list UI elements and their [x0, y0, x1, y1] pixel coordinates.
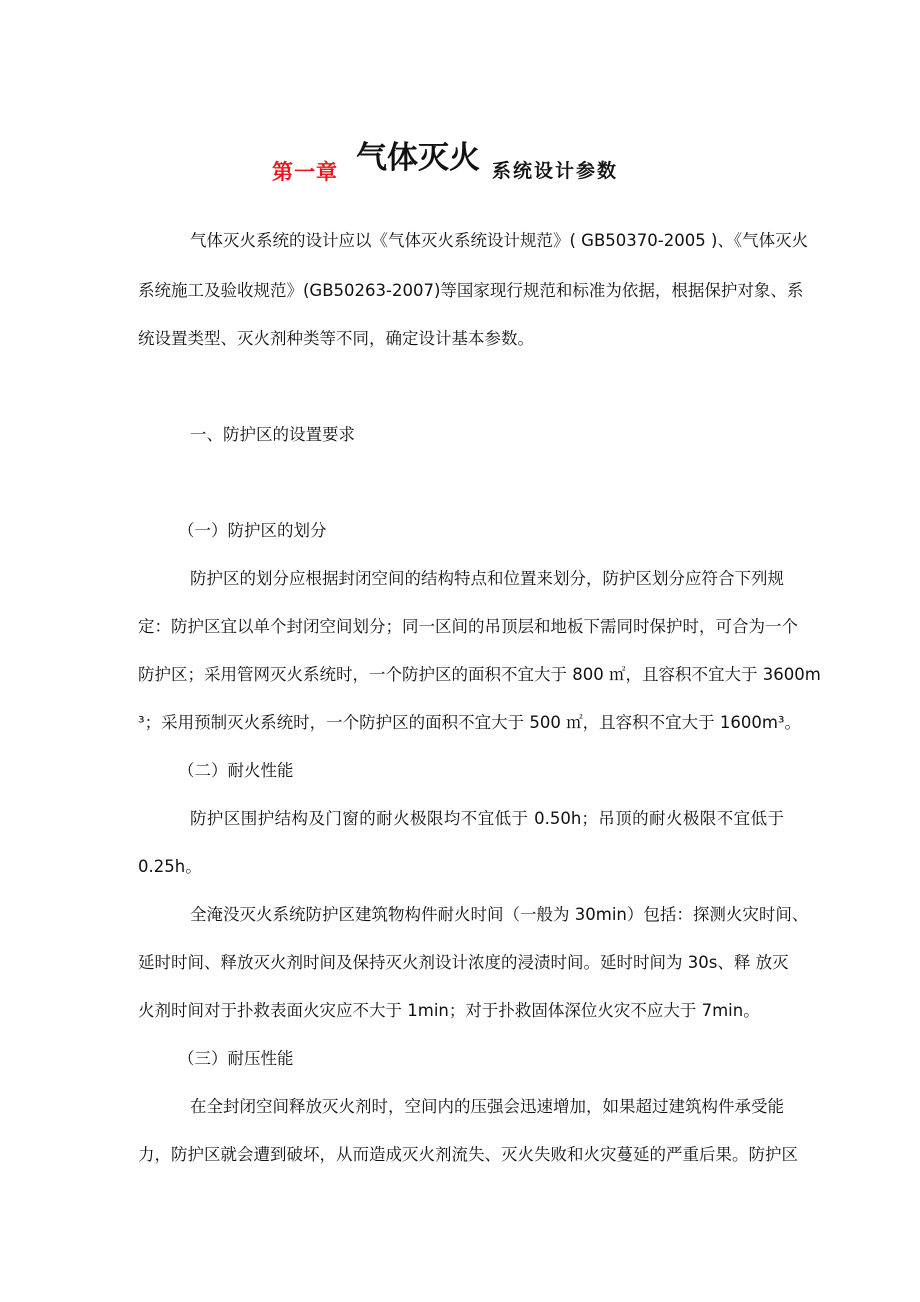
- section-heading: 一、防护区的设置要求: [190, 425, 355, 444]
- paragraph-line: 力，防护区就会遭到破坏，从而造成灭火剂流失、灭火失败和火灾蔓延的严重后果。防护区: [138, 1145, 798, 1164]
- paragraph-line: 定：防护区宜以单个封闭空间划分；同一区间的吊顶层和地板下需同时保护时，可合为一个: [138, 617, 798, 636]
- chapter-title-sub: 系统设计参数: [492, 160, 619, 182]
- subsection-heading: （一）防护区的划分: [178, 521, 327, 540]
- paragraph-line: 0.25h。: [138, 857, 202, 876]
- paragraph-line: 防护区围护结构及门窗的耐火极限均不宜低于 0.50h；吊顶的耐火极限不宜低于: [190, 809, 784, 828]
- subsection-heading: （三）耐压性能: [178, 1049, 294, 1068]
- intro-line: 气体灭火系统的设计应以《气体灭火系统设计规范》( GB50370-2005 )、《气体灭火: [190, 231, 809, 250]
- intro-line: 统设置类型、灭火剂种类等不同，确定设计基本参数。: [138, 329, 534, 348]
- paragraph-line: 延时时间、释放灭火剂时间及保持灭火剂设计浓度的浸渍时间。延时时间为 30s、释 放灭: [138, 953, 789, 972]
- paragraph-line: 火剂时间对于扑救表面火灾应不大于 1min；对于扑救固体深位火灾不应大于 7min。: [138, 1001, 760, 1020]
- paragraph-line: 防护区；采用管网灭火系统时，一个防护区的面积不宜大于 800 ㎡，且容积不宜大于 3600m: [138, 665, 821, 684]
- chapter-title-main: 气体灭火: [356, 140, 480, 176]
- paragraph-line: ³；采用预制灭火系统时，一个防护区的面积不宜大于 500 ㎡，且容积不宜大于 1600m³。: [138, 713, 802, 732]
- intro-line: 系统施工及验收规范》(GB50263-2007)等国家现行规范和标准为依据，根据保护对象、系: [138, 281, 804, 300]
- subsection-heading: （二）耐火性能: [178, 761, 294, 780]
- paragraph-line: 防护区的划分应根据封闭空间的结构特点和位置来划分，防护区划分应符合下列规: [190, 569, 784, 588]
- paragraph-line: 在全封闭空间释放灭火剂时，空间内的压强会迅速增加，如果超过建筑构件承受能: [190, 1097, 784, 1116]
- paragraph-line: 全淹没灭火系统防护区建筑物构件耐火时间（一般为 30min）包括：探测火灾时间、: [190, 905, 809, 924]
- chapter-number: 第一章: [272, 160, 338, 184]
